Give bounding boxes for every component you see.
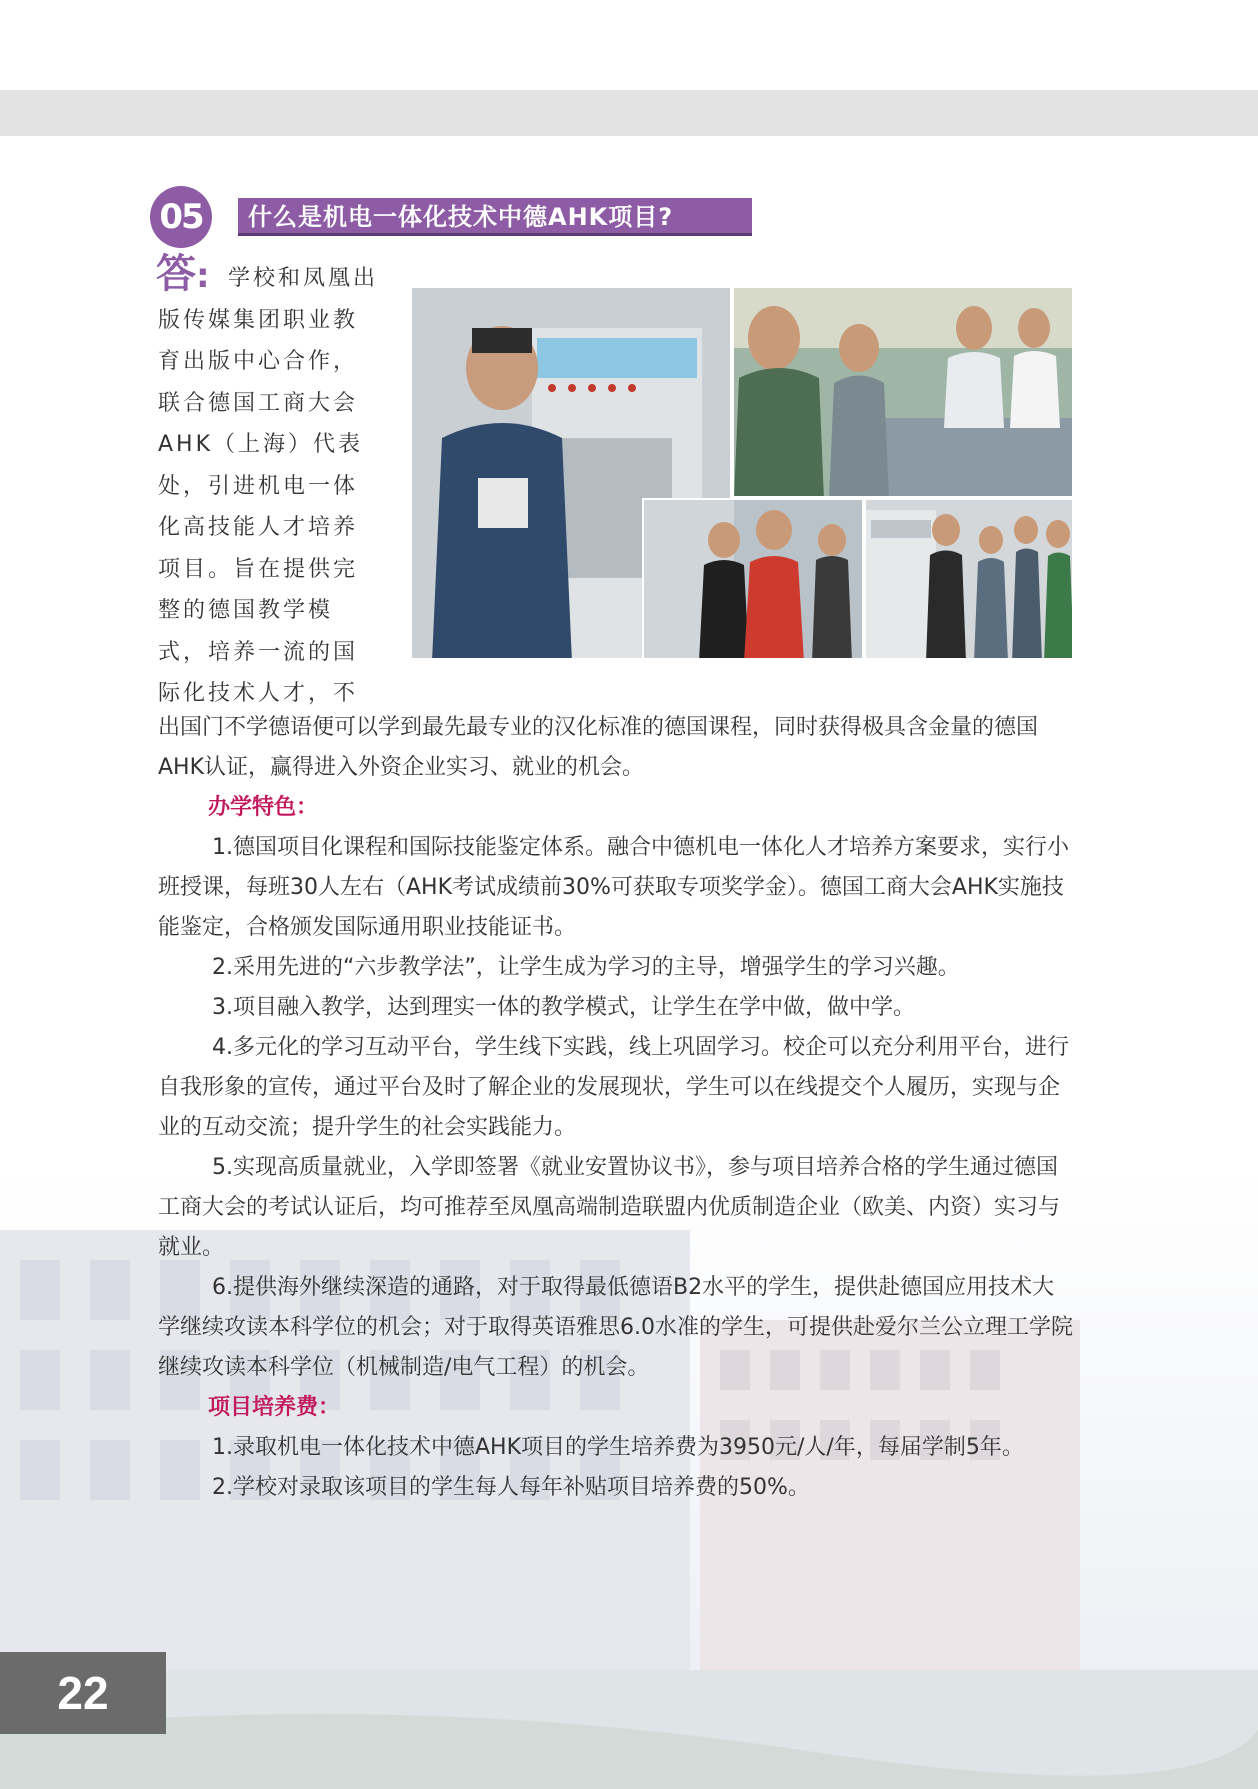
- feature-item: 1.德国项目化课程和国际技能鉴定体系。融合中德机电一体化人才培养方案要求，实行小班授课，每班30人左右（AHK考试成绩前30%可获取专项奖学金）。德国工商大会AHK实施技能鉴定，合格颁发国际通用职业技能证书。: [158, 835, 1069, 940]
- fees-heading: 项目培养费：: [208, 1395, 341, 1420]
- intro-line: 整的德国教学模: [158, 598, 334, 623]
- intro-line: 处，引进机电一体: [158, 473, 359, 499]
- answer-label-char: 答: [156, 251, 196, 297]
- intro-line: 化高技能人才培养: [158, 515, 359, 540]
- page-number: 22: [0, 1652, 166, 1734]
- fee-item: 1.录取机电一体化技术中德AHK项目的学生培养费为3950元/人/年，每届学制5年。: [212, 1435, 1024, 1460]
- intro-continuation: 出国门不学德语便可以学到最先最专业的汉化标准的德国课程，同时获得极具含金量的德国AHK认证，赢得进入外资企业实习、就业的机会。: [158, 715, 1039, 780]
- intro-line: 式，培养一流的国: [158, 639, 359, 665]
- intro-line: 际化技术人才，不: [158, 681, 359, 706]
- feature-item: 4.多元化的学习互动平台，学生线下实践，线上巩固学习。校企可以充分利用平台，进行自我形象的宣传，通过平台及时了解企业的发展现状，学生可以在线提交个人履历，实现与企业的互动交流；提升学生的社会实践能力。: [158, 1035, 1069, 1140]
- intro-line: 联合德国工商大会: [158, 390, 359, 416]
- photo-students-at-stations: [864, 498, 1074, 660]
- fee-item: 2.学校对录取该项目的学生每人每年补贴项目培养费的50%。: [212, 1475, 810, 1500]
- intro-line: 项目。旨在提供完: [158, 556, 359, 582]
- photo-students-wiring: [642, 498, 864, 660]
- intro-line: 版传媒集团职业教: [158, 307, 359, 333]
- photo-collage: [410, 286, 1074, 660]
- top-band: [0, 90, 1258, 136]
- section-number-badge: 05: [150, 186, 212, 248]
- features-heading: 办学特色：: [208, 795, 319, 820]
- answer-label-colon: :: [196, 256, 210, 296]
- intro-line: 学校和凤凰出: [228, 266, 379, 291]
- intro-line: 育出版中心合作，: [158, 349, 359, 374]
- photo-group-with-instructor: [732, 286, 1074, 498]
- section-title: 什么是机电一体化技术中德AHK项目?: [238, 198, 752, 236]
- intro-line: AHK（上海）代表: [158, 432, 364, 457]
- feature-item: 6.提供海外继续深造的通路，对于取得最低德语B2水平的学生，提供赴德国应用技术大学继续攻读本科学位的机会；对于取得英语雅思6.0水准的学生，可提供赴爱尔兰公立理工学院继续攻读本科学位（机械制造/电气工程）的机会。: [158, 1275, 1073, 1380]
- section-header: [150, 186, 770, 246]
- feature-item: 2.采用先进的“六步教学法”，让学生成为学习的主导，增强学生的学习兴趣。: [212, 955, 960, 980]
- feature-item: 5.实现高质量就业，入学即签署《就业安置协议书》，参与项目培养合格的学生通过德国工商大会的考试认证后，均可推荐至凤凰高端制造联盟内优质制造企业（欧美、内资）实习与就业。: [158, 1155, 1061, 1260]
- feature-item: 3.项目融入教学，达到理实一体的教学模式，让学生在学中做，做中学。: [212, 995, 915, 1020]
- intro-column: [158, 258, 382, 715]
- main-content: [158, 788, 1076, 1508]
